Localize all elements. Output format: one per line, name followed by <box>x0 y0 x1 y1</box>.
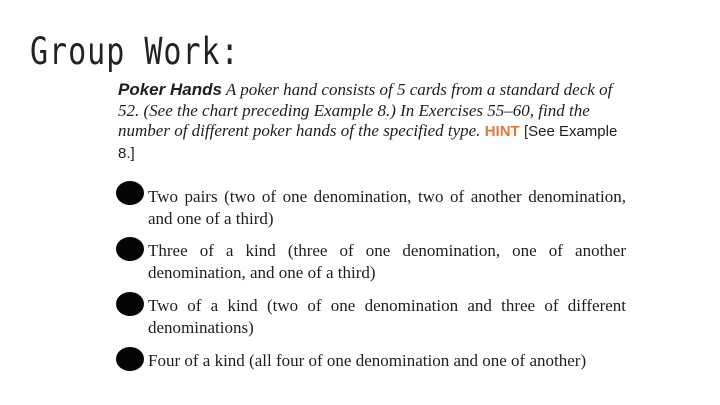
intro-lead: Poker Hands <box>118 80 222 99</box>
exercise-item: Two of a kind (two of one denomination and three of different denominations) <box>148 296 626 337</box>
slide-title: Group Work: <box>30 30 240 74</box>
bullet-marker <box>116 181 144 205</box>
hint-reference: [See Example 8.] <box>118 123 618 162</box>
problem-intro <box>118 80 618 164</box>
bullet-marker <box>116 292 144 316</box>
bullet-marker <box>116 347 144 371</box>
exercise-item: Three of a kind (three of one denomination, one of another denomination, and one of a third) <box>148 241 626 282</box>
intro-text: A poker hand consists of 5 cards from a standard deck of 52. (See the chart preceding Example 8.) In Exercises 55–60, find the number of different poker hands of the specified type. <box>118 80 613 140</box>
bullet-marker <box>116 237 144 261</box>
exercise-item: Two pairs (two of one denomination, two of another denomination, and one of a third) <box>148 187 626 228</box>
exercise-item: Four of a kind (all four of one denomination and one of another) <box>148 351 587 370</box>
hint-label: HINT <box>484 123 520 140</box>
